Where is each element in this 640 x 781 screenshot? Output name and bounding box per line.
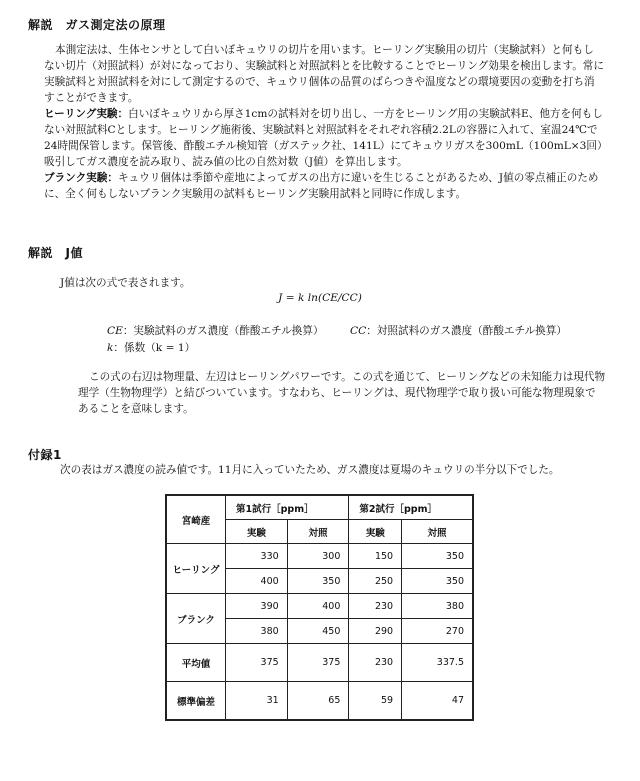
table-cell: 390 [226, 594, 288, 619]
blank-paragraph [44, 170, 604, 202]
table-cell: 330 [226, 544, 288, 569]
table-cell: 270 [402, 619, 473, 644]
table-cell: 350 [402, 569, 473, 594]
def-cc-symbol: CC [350, 325, 367, 337]
appendix-lead: 次の表はガス濃度の読み値です。11月に入っていたため、ガス濃度は夏場のキュウリの半分以下でした。 [60, 464, 560, 476]
table-subheader: 実験 [226, 520, 288, 544]
j-formula: J = k ln(CE/CC) [278, 292, 362, 304]
table-group-trial1: 第1試行［ppm］ [226, 495, 349, 520]
table-cell: 250 [349, 569, 402, 594]
table-group-trial2: 第2試行［ppm］ [349, 495, 473, 520]
table-row [166, 544, 473, 569]
table-cell: 350 [287, 569, 349, 594]
section-title-j-value: 解説 J値 [28, 246, 83, 260]
table-cell: 31 [226, 682, 288, 721]
table-subheader: 実験 [349, 520, 402, 544]
table-row [166, 644, 473, 682]
blank-text: キュウリ個体は季節や産地によってガスの出方に違いを生じることがあるため、J値の零点補正のために、全く何もしないブランク実験用の試料もヒーリング実験用試料と同時に作成します。 [44, 172, 599, 200]
def-ce-text: ：実験試料のガス濃度（酢酸エチル換算） [122, 325, 324, 337]
def-k-text: ：係数（k = 1） [113, 342, 196, 354]
table-cell: 290 [349, 619, 402, 644]
def-k-symbol: k [107, 342, 114, 354]
intro-paragraph: 本測定法は、生体センサとして白いぼキュウリの切片を用います。ヒーリング実験用の切片（実験試料）と何もしない切片（対照試料）が対になっており、実験試料と対照試料とを比較することでヒーリング効果を検出します。常に実験試料と対照試料を対にして測定するので、キュウリ個体の品質のばらつきや温度などの環境要因の変動を打ち消すことができます。 [44, 44, 604, 104]
healing-text: 白いぼキュウリから厚さ1cmの試料対を切り出し、一方をヒーリング用の実験試料E、他方を何もしない対照試料Cとします。ヒーリング施術後、実験試料と対照試料をそれぞれ容積2.2Lの容器に入れて、室温24℃で24時間保管します。保管後、酢酸エチル検知管（ガステック社、141L）にてキュウリガスを300mL（100mL×3回）吸引してガス濃度を読み取り、読み値の比の自然対数（J値）を算出します。 [44, 108, 603, 168]
table-cell: 380 [226, 619, 288, 644]
table-cell: 59 [349, 682, 402, 721]
row-label-healing: ヒーリング [166, 544, 226, 594]
row-label-mean: 平均値 [166, 644, 226, 682]
table-cell: 375 [226, 644, 288, 682]
row-label-blank: ブランク [166, 594, 226, 644]
def-ce [107, 323, 324, 338]
table-row [166, 682, 473, 721]
def-cc [350, 323, 567, 338]
def-ce-symbol: CE [107, 325, 123, 337]
j-lead: J値は次の式で表されます。 [60, 277, 191, 289]
table-cell: 65 [287, 682, 349, 721]
table-cell: 230 [349, 594, 402, 619]
table-cell: 230 [349, 644, 402, 682]
table-cell: 380 [402, 594, 473, 619]
blank-label: ブランク実験： [44, 172, 118, 184]
def-cc-text: ：対照試料のガス濃度（酢酸エチル換算） [366, 325, 567, 337]
table-subheader: 対照 [287, 520, 349, 544]
table-cell: 47 [402, 682, 473, 721]
def-k [107, 340, 195, 355]
table-cell: 400 [226, 569, 288, 594]
table-cell: 350 [402, 544, 473, 569]
table-cell: 337.5 [402, 644, 473, 682]
table-cell: 150 [349, 544, 402, 569]
section-title-gas-principle: 解説 ガス測定法の原理 [28, 18, 166, 32]
table-subheader: 対照 [402, 520, 473, 544]
table-cell: 400 [287, 594, 349, 619]
healing-paragraph [44, 106, 604, 170]
table-cell: 450 [287, 619, 349, 644]
appendix-title: 付録1 [28, 448, 62, 462]
table-cell: 300 [287, 544, 349, 569]
healing-label: ヒーリング実験： [44, 108, 129, 120]
table-region: 宮崎産 [166, 495, 226, 544]
j-body: この式の右辺は物理量、左辺はヒーリングパワーです。この式を通じて、ヒーリングなどの未知能力は現代物理学（生物物理学）と結びついています。すなわち、ヒーリングは、現代物理学で取り扱い可能な物理現象であることを意味します。 [78, 371, 606, 415]
row-label-sd: 標準偏差 [166, 682, 226, 721]
table-row [166, 594, 473, 619]
gas-reading-table [165, 494, 474, 721]
table-cell: 375 [287, 644, 349, 682]
